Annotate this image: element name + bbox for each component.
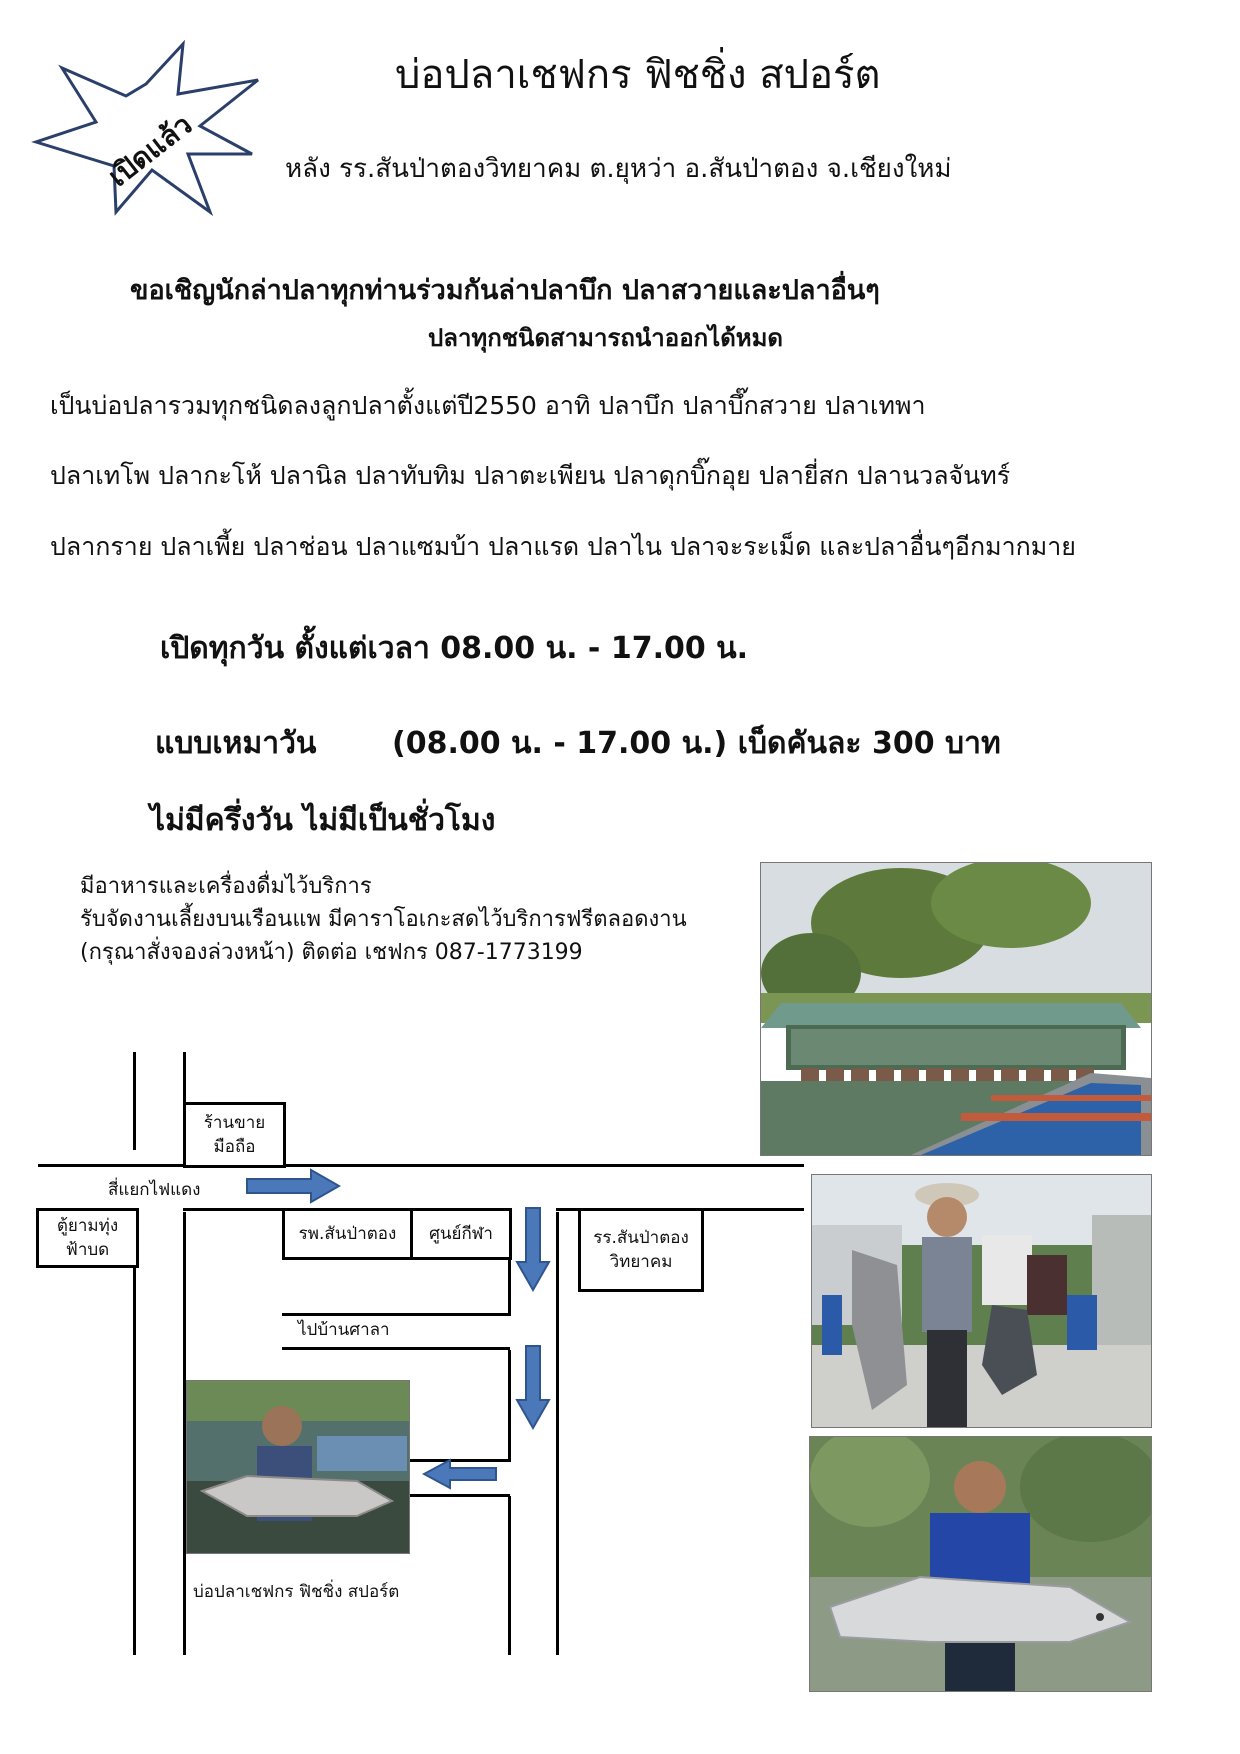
services-block [80, 870, 687, 969]
fish-list-line-3: ปลากราย ปลาเพี้ย ปลาช่อน ปลาแซมบ้า ปลาแรด ปลาไน ปลาจะระเม็ด และปลาอื่นๆอีกมากมาย [50, 532, 1076, 561]
fish-list-line-1: เป็นบ่อปลารวมทุกชนิดลงลูกปลาตั้งแต่ปี2550 อาทิ ปลาบึก ปลาบึ๊กสวาย ปลาเทพา [50, 391, 926, 420]
map-road-h5 [282, 1347, 510, 1350]
map-road-v3 [133, 1212, 136, 1655]
map-to-village-label: ไปบ้านศาลา [298, 1320, 390, 1340]
arrow-down-icon [515, 1344, 551, 1430]
angler-photo-2 [809, 1436, 1152, 1692]
page-title: บ่อปลาเชฟกร ฟิชชิ่ง สปอร์ต [395, 52, 881, 98]
angler-illustration-1 [812, 1175, 1151, 1427]
map-road-v1 [133, 1052, 136, 1150]
invitation-line-1: ขอเชิญนักล่าปลาทุกท่านร่วมกันล่าปลาบึก ปลาสวายและปลาอื่นๆ [130, 275, 880, 306]
package-detail: (08.00 น. - 17.00 น.) เบ็ดคันละ 300 บาท [392, 726, 1001, 761]
raft-house-photo [760, 862, 1152, 1156]
angler-illustration-2 [810, 1437, 1151, 1691]
map-hospital-box: รพ.สันป่าตอง [282, 1208, 413, 1260]
map-school-box: รร.สันป่าตอง วิทยาคม [578, 1208, 704, 1292]
package-label: แบบเหมาวัน [155, 726, 317, 761]
map-police-box: ตู้ยามทุ่ง ฟ้าบด [36, 1208, 139, 1268]
address-line: หลัง รร.สันป่าตองวิทยาคม ต.ยุหว่า อ.สันป่าตอง จ.เชียงใหม่ [285, 154, 952, 184]
service-line-1: มีอาหารและเครื่องดื่มไว้บริการ [80, 874, 372, 899]
no-half-day-note: ไม่มีครึ่งวัน ไม่มีเป็นชั่วโมง [150, 803, 496, 838]
map-pond-caption: บ่อปลาเชฟกร ฟิชชิ่ง สปอร์ต [193, 1582, 400, 1602]
service-line-3: (กรุณาสั่งจองล่วงหน้า) ติดต่อ เชฟกร 087-1773199 [80, 940, 583, 965]
map-road-h4 [282, 1313, 510, 1316]
map-road-v7 [508, 1496, 511, 1655]
map-shop-box: ร้านขาย มือถือ [183, 1102, 286, 1168]
open-hours: เปิดทุกวัน ตั้งแต่เวลา 08.00 น. - 17.00 น. [160, 631, 749, 666]
invitation-line-2: ปลาทุกชนิดสามารถนำออกได้หมด [428, 324, 784, 352]
arrow-right-icon [245, 1168, 341, 1204]
arrow-down-icon [515, 1206, 551, 1292]
fish-list-line-2: ปลาเทโพ ปลากะโห้ ปลานิล ปลาทับทิม ปลาตะเพียน ปลาดุกบิ๊กอุย ปลายี่สก ปลานวลจันทร์ [50, 461, 1011, 490]
starburst-badge [28, 36, 264, 216]
angler-photo-1 [811, 1174, 1152, 1428]
map-road-v6 [508, 1350, 511, 1462]
raft-house-illustration [761, 863, 1151, 1155]
starburst-shape [36, 44, 258, 212]
map-road-v8 [556, 1212, 559, 1655]
service-line-2: รับจัดงานเลี้ยงบนเรือนแพ มีคาราโอเกะสดไว้บริการฟรีตลอดงาน [80, 907, 687, 932]
map-road-h1 [38, 1164, 804, 1167]
map-road-h7 [410, 1494, 510, 1497]
starburst-label: เปิดแล้ว [101, 107, 199, 194]
map-sports-center-box: ศูนย์กีฬา [410, 1208, 512, 1260]
pond-owner-photo [186, 1380, 410, 1554]
arrow-left-icon [422, 1458, 498, 1490]
map-traffic-light-label: สี่แยกไฟแดง [108, 1180, 201, 1200]
pond-owner-illustration [187, 1381, 409, 1553]
